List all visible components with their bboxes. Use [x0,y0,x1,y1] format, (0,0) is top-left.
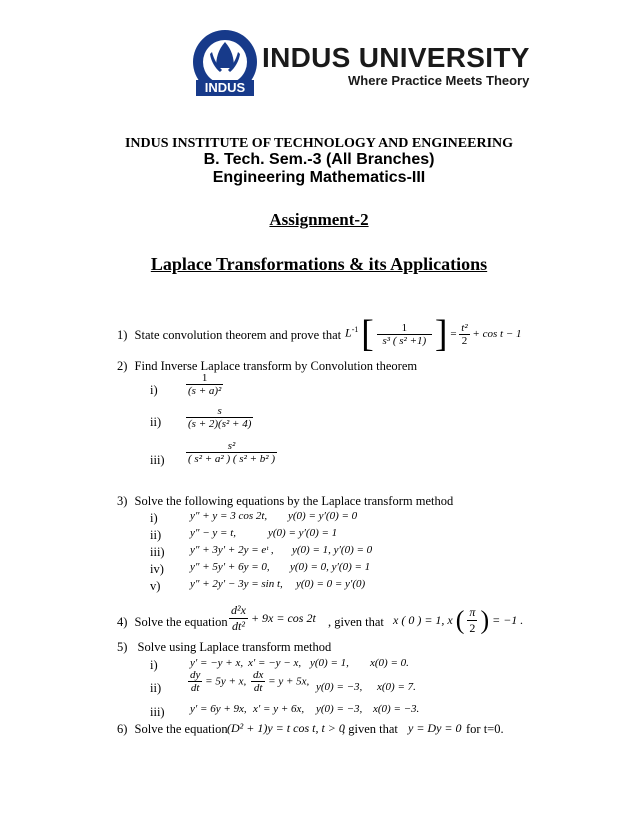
frac-num: s² [227,440,236,452]
question-1 [117,328,341,343]
frac-num: d²x [231,603,246,617]
q4-equation [229,603,316,634]
q3-item-condition: y(0) = y′(0) = 1 [268,527,338,539]
q6-condition: y = Dy = 0 [408,721,462,735]
frac-num: π [469,605,476,619]
frac-num: 1 [201,372,208,384]
q5-cond-2: x(0) = −3. [373,703,420,715]
question-6 [117,722,228,737]
q4-condition [393,605,523,636]
frac-num: 1 [401,321,408,334]
q3-item-label: ii) [150,528,162,542]
question-number: 6) [117,722,128,736]
question-text: Solve the equation [134,722,228,736]
q2-item-label: ii) [150,415,162,429]
topic-title: Laplace Transformations & its Applications [150,254,488,274]
bracket-right: ] [434,313,448,355]
q5-eq-1: y′ = −y + x, [190,657,244,669]
assignment-title: Assignment-2 [269,210,369,229]
frac-den: dt [188,681,202,694]
brand-tagline: Where Practice Meets Theory [348,73,530,88]
frac-den: dt [251,681,265,694]
question-number: 5) [117,640,128,654]
q6-given: , given that [342,722,398,736]
q3-item-condition: y(0) = y′(0) = 0 [288,510,358,522]
eq-tail: = 5y + x, [205,675,247,688]
question-text: Solve the following equations by the Laplace transform method [134,494,454,508]
q3-item-label: v) [150,579,161,593]
frac-num: dy [190,669,201,681]
q5-cond-1: y(0) = −3, [316,681,363,693]
question-number: 2) [117,359,128,373]
question-text: Solve using Laplace transform method [137,640,332,654]
frac-num: dx [253,669,264,681]
subject-title: Engineering Mathematics-III [212,169,426,186]
q5-eq-1: y′ = 6y + 9x, [190,703,247,715]
q3-item-condition: y(0) = 0 = y′(0) [296,578,366,590]
seal-label: INDUS [204,80,246,95]
question-number: 1) [117,328,128,342]
q3-item-label: iii) [150,545,165,559]
q2-item-fraction [186,372,223,397]
q3-item-condition: y(0) = 1, y′(0) = 0 [292,544,373,556]
pi-fraction [467,605,477,636]
frac-num: s [217,405,222,417]
rhs-fraction [459,322,469,347]
question-2 [117,359,417,374]
q2-item-fraction [186,440,277,465]
question-3 [117,494,453,509]
bracket-left: [ [361,313,374,355]
q5-cond-2: x(0) = 0. [370,657,409,669]
rhs-den: 2 [459,334,469,347]
frac-den: (s + a)² [188,385,222,397]
q1-equation [345,312,521,356]
paren-right: ) [480,605,490,635]
rhs-tail: + cos t − 1 [472,328,522,340]
question-number: 3) [117,494,128,508]
q5-cond-1: y(0) = −3, [316,703,363,715]
program-title: B. Tech. Sem.-3 (All Branches) [203,151,435,168]
frac-den: s³ ( s² +1) [377,334,433,347]
equals-sign: = [450,328,457,340]
laplace-symbol: L [345,325,352,340]
q6-tail: for t=0. [466,722,504,736]
brand-name: INDUS UNIVERSITY [262,42,530,73]
question-4 [117,615,228,630]
q5-eq-2: x′ = −y − x, [248,657,302,669]
university-logo [190,28,530,100]
paren-left: ( [455,605,465,635]
rhs-num: t² [461,321,468,334]
q3-item-label: i) [150,511,158,525]
eq-tail: + 9x = cos 2t [250,611,316,625]
question-text: State convolution theorem and prove that [134,328,342,342]
q2-item-label: i) [150,383,158,397]
question-number: 4) [117,615,128,629]
q5-eq-1 [188,669,246,694]
q3-item-equation: y″ + 2y′ − 3y = sin t, [190,578,283,590]
cond-tail: = −1 . [492,613,524,627]
q1-fraction [377,322,433,347]
question-5 [117,640,331,655]
frac-den: ( s² + a² ) ( s² + b² ) [188,453,276,465]
q5-eq-2: x′ = y + 6x, [253,703,305,715]
question-text: Solve the equation [134,615,228,629]
frac-den: (s + 2)(s² + 4) [188,418,252,430]
q5-item-label: i) [150,658,158,672]
q5-cond-2: x(0) = 7. [377,681,416,693]
dx-dt-fraction [251,669,265,694]
q2-item-label: iii) [150,453,165,467]
q2-item-fraction [186,405,253,430]
question-text: Find Inverse Laplace transform by Convolution theorem [134,359,418,373]
eq-tail: = y + 5x, [268,675,310,688]
dy-dt-fraction [188,669,202,694]
q5-item-label: ii) [150,681,162,695]
frac-den: dt² [229,618,248,634]
q3-item-equation: y″ + y = 3 cos 2t, [190,510,268,522]
q3-item-equation: y″ − y = t, [190,527,236,539]
inverse-sup: -1 [351,324,359,334]
q4-given: , given that [328,615,384,629]
frac-den: 2 [467,620,477,636]
q3-item-label: iv) [150,562,164,576]
q5-cond-1: y(0) = 1, [310,657,349,669]
q3-item-equation: y″ + 3y′ + 2y = eᵗ , [190,544,274,556]
q6-equation: (D² + 1)y = t cos t, t > 0 [227,721,345,735]
q3-item-condition: y(0) = 0, y′(0) = 1 [290,561,371,573]
q5-item-label: iii) [150,705,165,719]
q3-item-equation: y″ + 5y′ + 6y = 0, [190,561,270,573]
institute-name: INDUS INSTITUTE OF TECHNOLOGY AND ENGINEERING [124,136,514,151]
cond-part: x ( 0 ) = 1, x [393,613,453,627]
q5-eq-2 [251,669,309,694]
q4-fraction [229,603,248,634]
